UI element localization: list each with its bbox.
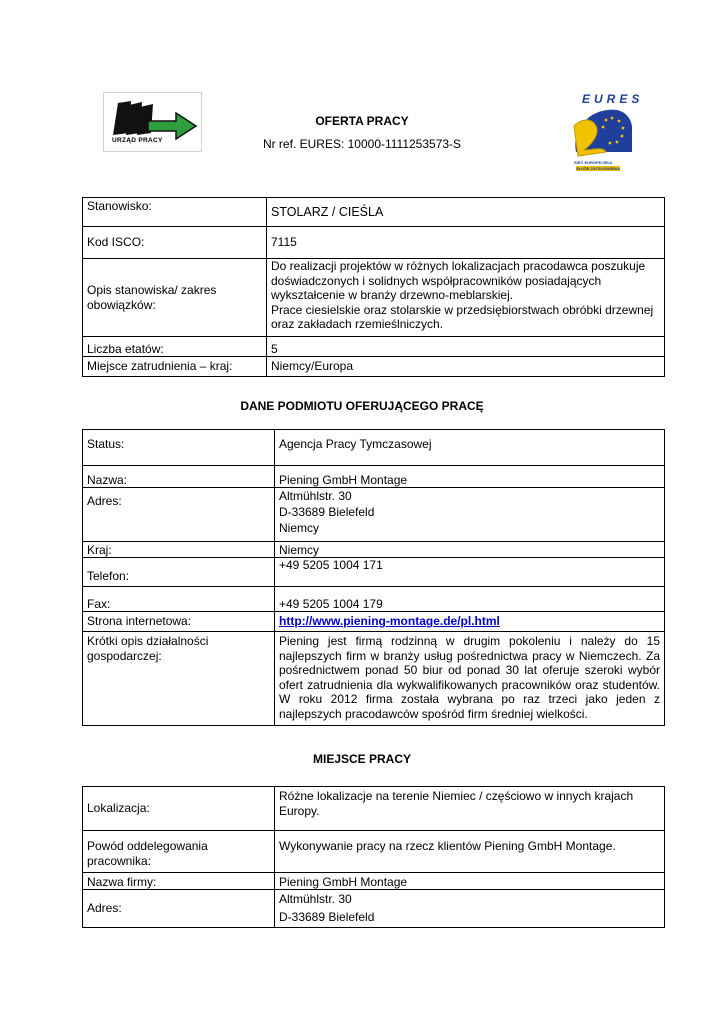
job-title-value: STOLARZ / CIEŚLA [267,198,665,227]
address-line: Altmühlstr. 30 [279,489,352,503]
description-line: oraz zakładach rzemieślniczych. [271,317,444,331]
page-title: OFERTA PRACY [315,114,409,128]
row-label: Adres: [83,890,275,928]
job-description-value [267,259,665,337]
row-label: Nazwa: [83,466,275,488]
table-row [83,632,665,726]
description-line: wykształcenie w branży drzewno-meblarskiej. [271,288,514,302]
row-label: Stanowisko: [83,198,267,227]
company-name-value: Piening GmbH Montage [275,466,665,488]
eures-logo-subtext-1: SIEĆ EUROPEJSKA [574,160,613,165]
eures-reference: Nr ref. EURES: 10000-1111253573-S [262,137,462,151]
employer-table [82,429,665,726]
row-label: Telefon: [83,558,275,587]
workplace-table [82,786,665,928]
row-label: Powód oddelegowania pracownika: [83,831,275,873]
location-value: Różne lokalizacje na terenie Niemiec / częściowo w innych krajach Europy. [275,787,665,831]
table-row [83,198,665,227]
row-label: Lokalizacja: [83,787,275,831]
description-line: doświadczonych i solidnych współpracowników posiadających [271,273,602,288]
website-cell [275,612,665,632]
work-country-value: Niemcy/Europa [267,357,665,377]
address-line: Niemcy [279,521,320,535]
address-line: D-33689 Bielefeld [279,910,375,924]
row-label: Nazwa firmy: [83,873,275,890]
table-row [83,488,665,542]
table-row [83,612,665,632]
table-row [83,542,665,558]
workplace-address-value [275,890,665,928]
eures-logo [566,92,644,172]
workplace-company-value: Piening GmbH Montage [275,873,665,890]
website-link[interactable]: http://www.piening-montage.de/pl.html [279,614,500,629]
positions-count-value: 5 [267,337,665,357]
row-label: Strona internetowa: [83,612,275,632]
table-row [83,259,665,337]
table-row [83,337,665,357]
fax-value: +49 5205 1004 179 [275,587,665,612]
row-label: Kraj: [83,542,275,558]
description-line: Prace ciesielskie oraz stolarskie w przedsiębiorstwach obróbki drzewnej [271,302,654,317]
row-label: Miejsce zatrudnienia – kraj: [83,357,267,377]
address-line: Altmühlstr. 30 [279,892,352,906]
employer-section-heading: DANE PODMIOTU OFERUJĄCEGO PRACĘ [240,399,484,413]
table-row [83,890,665,928]
row-label: Krótki opis działalności gospodarczej: [83,632,275,726]
eures-emblem [570,106,636,160]
isco-code-value: 7115 [267,227,665,259]
table-row [83,873,665,890]
row-label: Status: [83,430,275,466]
table-row [83,357,665,377]
position-table [82,197,665,377]
row-label: Liczba etatów: [83,337,267,357]
company-description-value: Piening jest firmą rodzinną w drugim pokoleniu i należy do 15 najlepszych firm w branży usług pośrednictwa pracy w Niemczech. Za pośrednictwem ponad 50 biur od ponad 30 lat oferuje szeroki wybór ofert zatrudnienia dla wykwalifikowanych pracowników oraz studentów. W roku 2012 firma została wybrana po raz trzeci jako jeden z najlepszych pracodawców spośród firm średniej wielkości. [275,632,665,726]
status-value: Agencja Pracy Tymczasowej [275,430,665,466]
address-line: D-33689 Bielefeld [279,505,375,519]
posting-reason-value: Wykonywanie pracy na rzecz klientów Piening GmbH Montage. [275,831,665,873]
country-value: Niemcy [275,542,665,558]
table-row [83,227,665,259]
description-line: Do realizacji projektów w różnych lokalizacjach pracodawca poszukuje [271,259,646,273]
urzad-pracy-logo [103,92,202,152]
urzad-pracy-logo-text: URZĄD PRACY [112,137,163,144]
workplace-section-heading: MIEJSCE PRACY [312,752,412,766]
table-row [83,787,665,831]
eures-logo-wordmark: EURES [582,92,644,106]
table-row [83,558,665,587]
table-row [83,587,665,612]
table-row [83,831,665,873]
address-value [275,488,665,542]
row-label: Adres: [83,488,275,542]
row-label: Fax: [83,587,275,612]
eures-logo-subtext-2: SŁUŻB ZATRUDNIENIA [576,166,621,171]
row-label: Opis stanowiska/ zakres obowiązków: [83,259,267,337]
row-label: Kod ISCO: [83,227,267,259]
table-row [83,466,665,488]
table-row [83,430,665,466]
phone-value: +49 5205 1004 171 [275,558,665,587]
